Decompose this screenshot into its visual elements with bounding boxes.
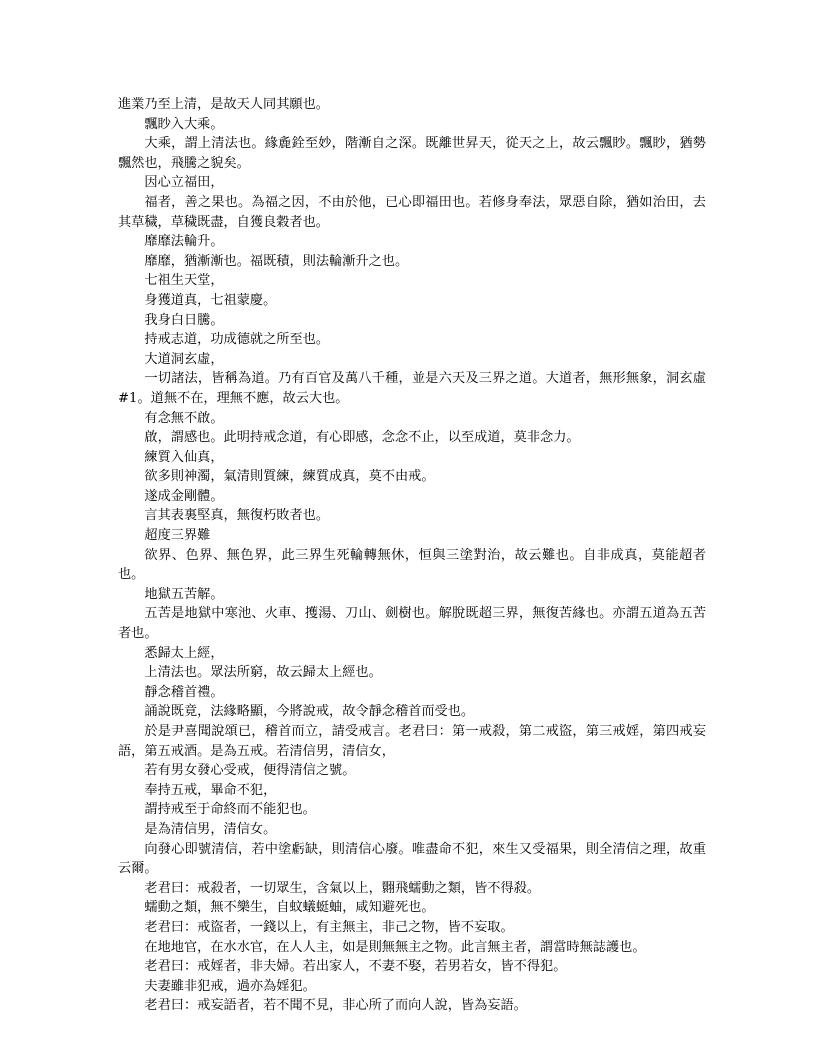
paragraph: 靜念稽首禮。 [144, 684, 224, 700]
paragraph: 有念無不啟。 [144, 410, 224, 426]
paragraph: 地獄五苦解。 [144, 586, 224, 602]
paragraph: 福者，善之果也。為福之因，不由於他，已心即福田也。若修身奉法，眾惡自除，猶如治田，去其草穢，草穢既盡，自獲良穀者也。 [118, 194, 706, 230]
paragraph: 夫妻雖非犯戒，過亦為婬犯。 [144, 978, 316, 994]
paragraph: 奉持五戒，畢命不犯， [144, 782, 277, 798]
paragraph: 老君曰：戒殺者，一切眾生，含氣以上，翾飛蠕動之類，皆不得殺。 [144, 880, 541, 896]
paragraph: 欲界、色界、無色界，此三界生死輪轉無休，恒與三塗對治，故云難也。自非成真，莫能超者也。 [118, 547, 706, 583]
paragraph: 我身白日騰。 [144, 312, 224, 328]
paragraph: 悉歸太上經， [144, 645, 224, 661]
paragraph: 若有男女發心受戒，便得清信之號。 [144, 763, 356, 779]
paragraph: 身獲道真，七祖蒙慶。 [144, 292, 277, 308]
paragraph: 啟，謂感也。此明持戒念道，有心即感，念念不止，以至成道，莫非念力。 [144, 430, 580, 446]
paragraph: 進業乃至上清，是故天人同其願也。 [118, 97, 329, 112]
document-body [118, 95, 706, 1016]
paragraph: 靡靡法輪升。 [144, 234, 224, 250]
paragraph: 老君曰：戒婬者，非夫婦。若出家人，不妻不娶，若男若女，皆不得犯。 [144, 959, 567, 975]
paragraph: 誦說既竟，法緣略顯，今將說戒，故令靜念稽首而受也。 [144, 704, 475, 720]
paragraph: 因心立福田， [144, 175, 224, 191]
paragraph: 在地地官，在水水官，在人人主，如是則無無主之物。此言無主者，謂當時無誌護也。 [144, 939, 646, 955]
paragraph: 靡靡，猶漸漸也。福既積，則法輪漸升之也。 [144, 253, 409, 269]
paragraph: 謂持戒至于命終而不能犯也。 [144, 802, 316, 818]
paragraph: 上清法也。眾法所窮，故云歸太上經也。 [144, 665, 382, 681]
paragraph: 欲多則神濁，氣清則質練，練質成真，莫不由戒。 [144, 469, 435, 485]
paragraph: 大乘，謂上清法也。緣麁銓至妙，階漸自之深。既離世昇天，從天之上，故云飄眇。飄眇，猶勢飄然也，飛騰之貌矣。 [118, 136, 706, 171]
paragraph: 超度三界難 [144, 528, 211, 544]
paragraph: 練質入仙真， [144, 449, 224, 465]
paragraph: 老君曰：戒盜者，一錢以上，有主無主，非己之物，皆不妄取。 [144, 919, 514, 935]
paragraph: 向發心即號清信，若中塗虧缺，則清信心廢。唯盡命不犯，來生又受福果，則全清信之理，故重云爾。 [118, 841, 706, 877]
paragraph: 大道洞玄虛， [144, 351, 224, 367]
paragraph: 七祖生天堂， [144, 273, 224, 289]
paragraph: 遂成金剛體。 [144, 488, 224, 504]
paragraph: 五苦是地獄中寒池、火車、擭湯、刀山、劍樹也。解脫既超三界，無復苦緣也。亦謂五道為五苦者也。 [118, 606, 706, 642]
paragraph: 言其表裏堅真，無復朽敗者也。 [144, 508, 330, 524]
paragraph: 老君曰：戒妄語者，若不聞不見，非心所了而向人說，皆為妄語。 [144, 998, 527, 1014]
paragraph: 一切諸法，皆稱為道。乃有百官及萬八千種，並是六天及三界之道。大道者，無形無象，洞玄虛#1。道無不在，理無不應，故云大也。 [118, 371, 706, 406]
paragraph: 於是尹喜聞說頌已，稽首而立，請受戒言。老君曰：第一戒殺，第二戒盜，第三戒婬，第四戒妄語，第五戒酒。是為五戒。若清信男，清信女， [118, 724, 706, 759]
paragraph: 是為清信男，清信女。 [144, 821, 277, 837]
paragraph: 飄眇入大乘。 [144, 116, 224, 132]
paragraph: 持戒志道，功成德就之所至也。 [144, 332, 330, 348]
paragraph: 蠕動之類，無不樂生，自蚊蟻蜓蚰，咸知避死也。 [144, 900, 435, 916]
